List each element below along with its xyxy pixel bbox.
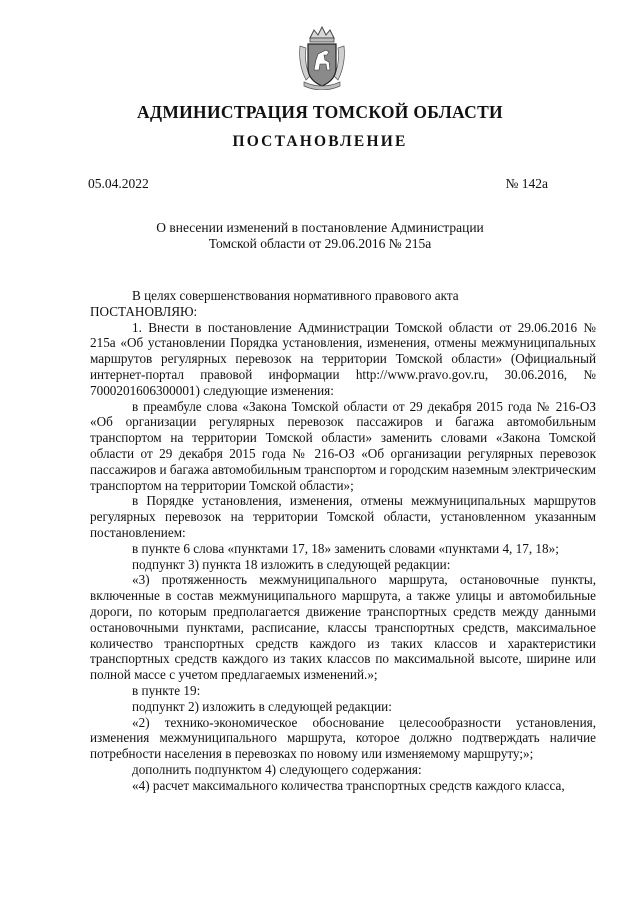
body-paragraph: «3) протяженность межмуниципального маршрута, остановочные пункты, включенные в состав межмуниципального маршрута, а также улицы и автомобильные дороги, по которым предполагается движение транспортных средств между данными остановочными пунктами, расписание, классы транспортных средств, максимальное количество транспортных средств каждого из таких классов и характеристики транспортных средств каждого из таких классов по максимальной высоте, ширине или полной массе с учетом предлагаемых изменений.»; xyxy=(90,572,596,683)
body-paragraph: в Порядке установления, изменения, отмены межмуниципальных маршрутов регулярных перевозок на территории Томской области, установленном указанным постановлением: xyxy=(90,493,596,540)
decree-keyword: ПОСТАНОВЛЯЮ: xyxy=(90,303,198,319)
tomsk-region-coat-of-arms-icon xyxy=(296,24,348,90)
body-paragraph: «2) технико-экономическое обоснование целесообразности установления, изменения межмуниципального маршрута, которое должно подтверждать наличие потребности населения в перевозках по новому или изменяемому маршруту;»; xyxy=(90,714,596,762)
body-paragraph: подпункт 3) пункта 18 изложить в следующей редакции: xyxy=(132,556,451,572)
body-paragraph: «4) расчет максимального количества транспортных средств каждого класса, xyxy=(132,777,565,793)
document-type-title: ПОСТАНОВЛЕНИЕ xyxy=(232,133,408,150)
body-paragraph: 1. Внести в постановление Администрации Томской области от 29.06.2016 № 215а «Об установлении Порядка установления, изменения, отмены межмуниципальных маршрутов регулярных перевозок на территории Томской области» (Официальный интернет-портал правовой информации http://www.pravo.gov.ru, 30.06.2016, № 7000201606300001) следующие изменения: xyxy=(90,319,596,398)
body-paragraph: в преамбуле слова «Закона Томской области от 29 декабря 2015 года № 216-ОЗ «Об организации регулярных перевозок пассажиров и багажа автомобильным транспортом на территории Томской области» заменить словами «Закона Томской области от 29 декабря 2015 года № 216-ОЗ «Об организации регулярных перевозок пассажиров и багажа автомобильным транспортом и городским наземным электрическим транспортом на территории Томской области»; xyxy=(90,398,596,493)
organization-title: АДМИНИСТРАЦИЯ ТОМСКОЙ ОБЛАСТИ xyxy=(137,102,503,122)
body-paragraph: в пункте 6 слова «пунктами 17, 18» заменить словами «пунктами 4, 17, 18»; xyxy=(132,540,559,556)
body-paragraph: подпункт 2) изложить в следующей редакции: xyxy=(132,698,392,714)
document-date: 05.04.2022 xyxy=(88,176,149,191)
subject-line-2: Томской области от 29.06.2016 № 215а xyxy=(208,236,432,251)
body-paragraph: В целях совершенствования нормативного правового акта xyxy=(132,288,459,303)
body-paragraph: дополнить подпунктом 4) следующего содержания: xyxy=(132,761,422,777)
subject-line-1: О внесении изменений в постановление Администрации xyxy=(156,220,484,235)
body-paragraph: в пункте 19: xyxy=(132,682,201,698)
document-subject xyxy=(90,220,550,252)
document-number: № 142а xyxy=(505,176,548,191)
document-body xyxy=(90,288,596,794)
